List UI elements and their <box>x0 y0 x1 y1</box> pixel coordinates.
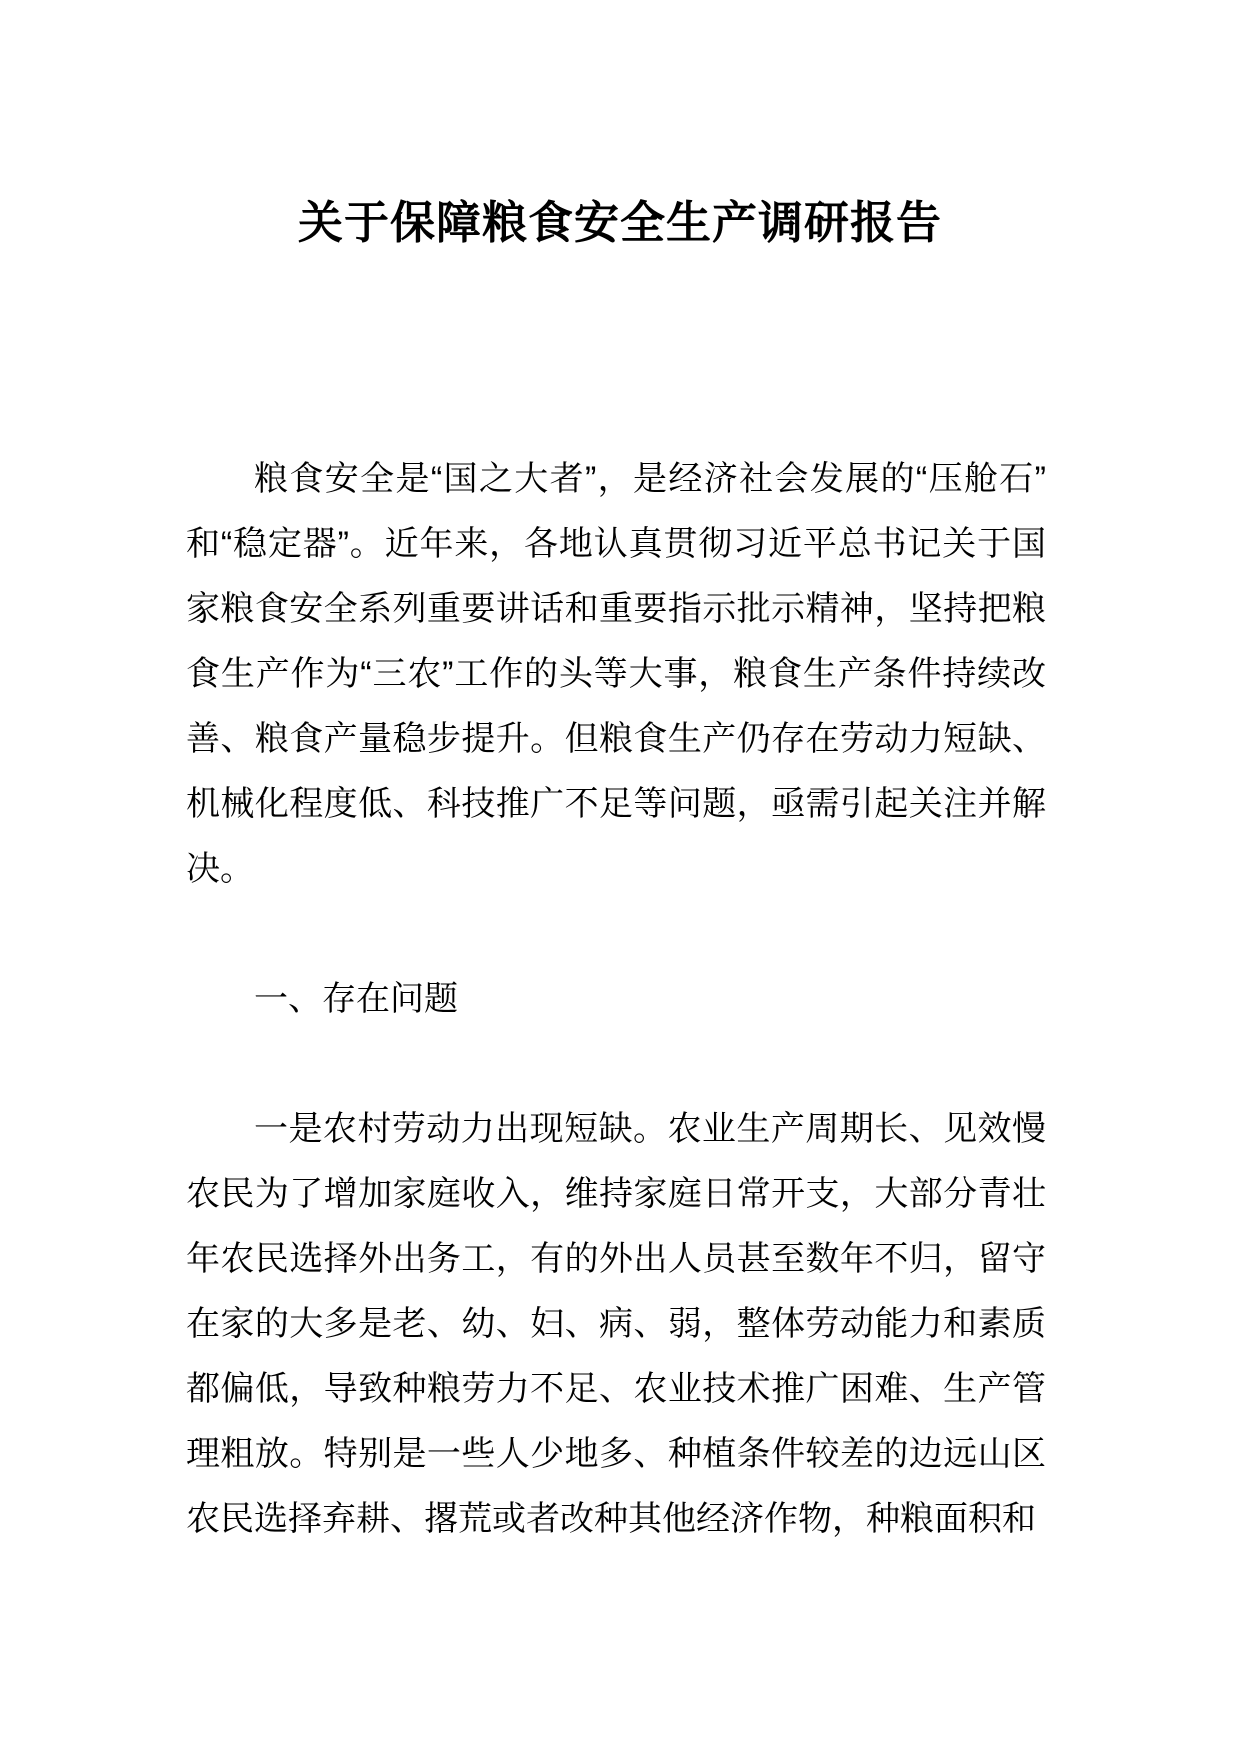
document-title: 关于保障粮食安全生产调研报告 <box>297 197 942 248</box>
intro-paragraph: 粮食安全是“国之大者”，是经济社会发展的“压舱石”和“稳定器”。近年来，各地认真贯彻习近平总书记关于国家粮食安全系列重要讲话和重要指示批示精神，坚持把粮食生产作为“三农”工作的头等大事，粮食生产条件持续改善、粮食产量稳步提升。但粮食生产仍存在劳动力短缺、机械化程度低、科技推广不足等问题，亟需引起关注并解决。 <box>186 460 1046 888</box>
problem-paragraph-1: 一是农村劳动力出现短缺。农业生产周期长、见效慢农民为了增加家庭收入，维持家庭日常开支，大部分青壮年农民选择外出务工，有的外出人员甚至数年不归，留守在家的大多是老、幼、妇、病、弱，整体劳动能力和素质都偏低，导致种粮劳力不足、农业技术推广困难、生产管理粗放。特别是一些人少地多、种植条件较差的边远山区农民选择弃耕、撂荒或者改种其他经济作物，种粮面积和 <box>186 1110 1046 1538</box>
section-heading-problems: 一、存在问题 <box>254 980 458 1018</box>
